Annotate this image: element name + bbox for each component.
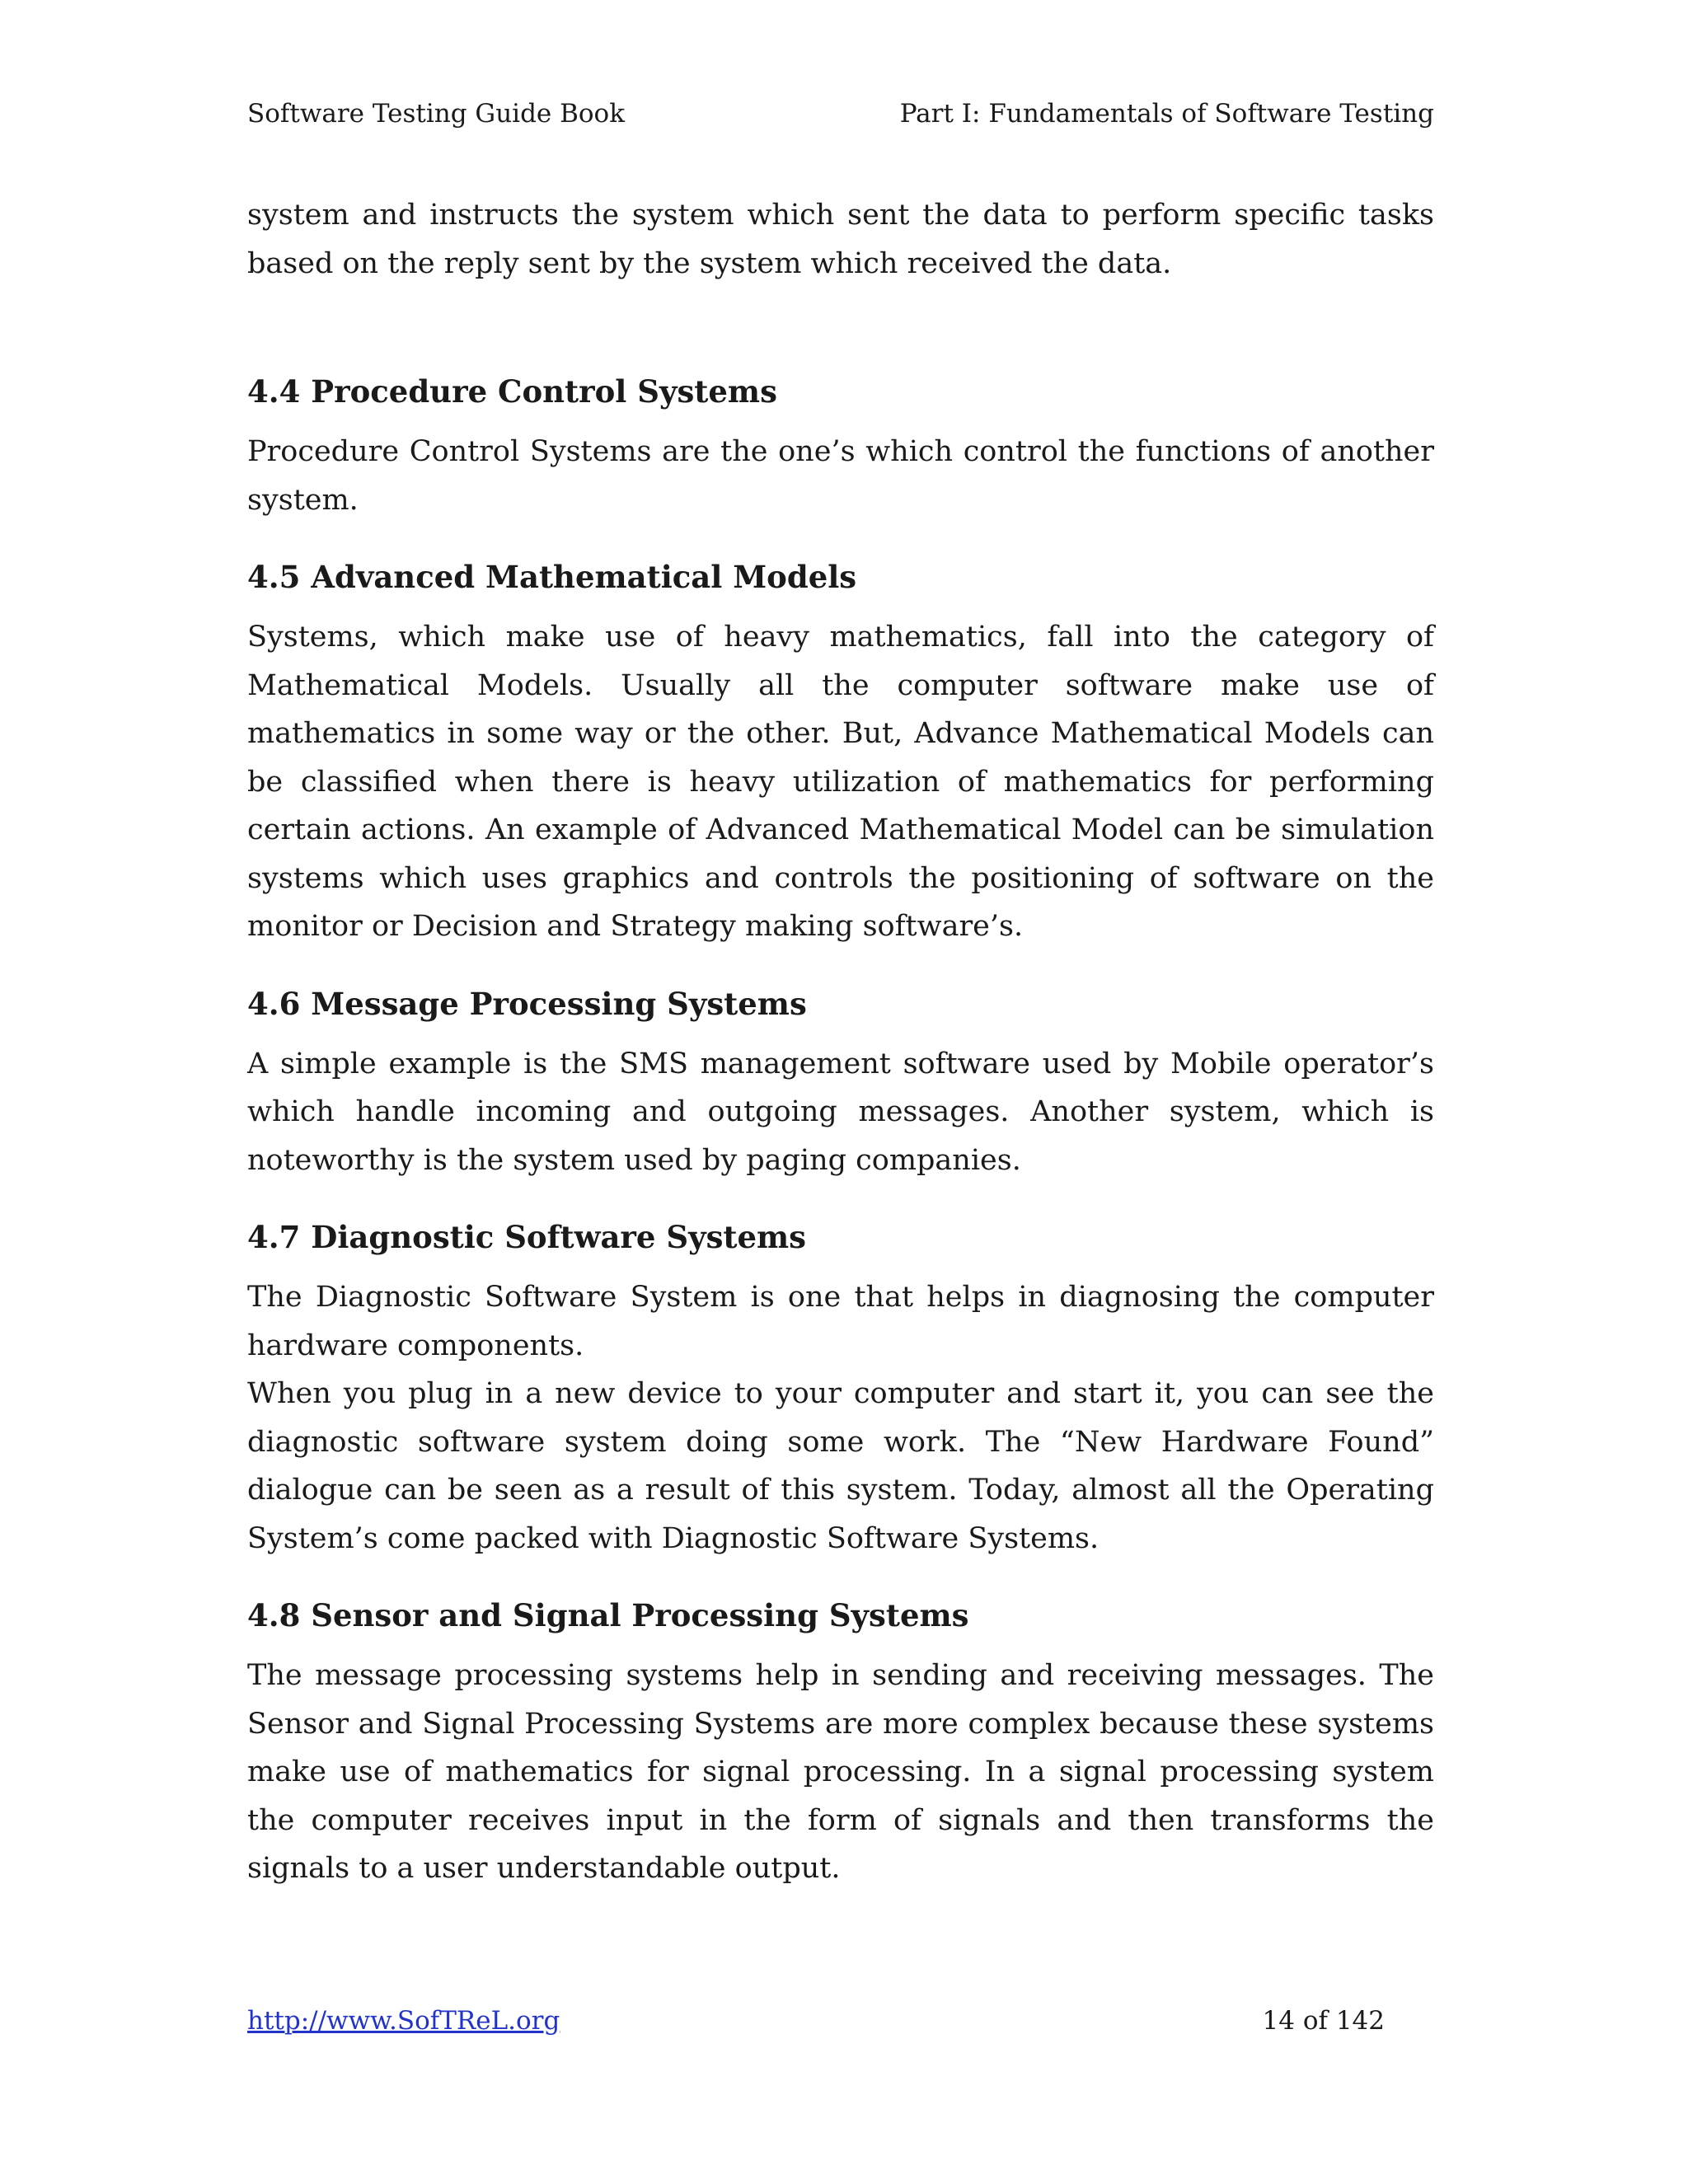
section-4-5-paragraph: Systems, which make use of heavy mathematics, fall into the category of Mathematical Models. Usually all the computer software make use of mathematics in some way or the other. But, Advance Mathematical Models can be classified when there is heavy utilization of mathematics for performing certain actions. An example of Advanced Mathematical Model can be simulation systems which uses graphics and controls the positioning of software on the monitor or Decision and Strategy making software’s. <box>247 621 1434 943</box>
section-4-8-paragraph: The message processing systems help in sending and receiving messages. The Sensor and Signal Processing Systems are more complex because these systems make use of mathematics for signal processing. In a signal processing system the computer receives input in the form of signals and then transforms the signals to a user understandable output. <box>247 1659 1434 1885</box>
header-book-title: Software Testing Guide Book <box>247 99 626 129</box>
intro-paragraph: system and instructs the system which sent the data to perform specific tasks based on the reply sent by the system which received the data. <box>247 199 1434 280</box>
page-content <box>247 191 1434 1893</box>
section-heading-4-6: 4.6 Message Processing Systems <box>247 985 807 1022</box>
section-heading-4-8: 4.8 Sensor and Signal Processing Systems <box>247 1597 969 1633</box>
running-header <box>247 97 1434 130</box>
section-4-7-paragraph-2: When you plug in a new device to your computer and start it, you can see the diagnostic software system doing some work. The “New Hardware Found” dialogue can be seen as a result of this system. Today, almost all the Operating System’s come packed with Diagnostic Software Systems. <box>247 1377 1434 1555</box>
page-footer <box>247 2004 1385 2037</box>
section-heading-4-4: 4.4 Procedure Control Systems <box>247 373 777 410</box>
section-4-7-paragraph-1: The Diagnostic Software System is one that helps in diagnosing the computer hardware components. <box>247 1281 1434 1362</box>
header-part-title: Part I: Fundamentals of Software Testing <box>899 99 1434 129</box>
footer-website-link[interactable]: http://www.SofTReL.org <box>247 2006 560 2036</box>
section-heading-4-7: 4.7 Diagnostic Software Systems <box>247 1219 807 1255</box>
page-number: 14 of 142 <box>1262 2006 1385 2036</box>
section-heading-4-5: 4.5 Advanced Mathematical Models <box>247 559 857 595</box>
section-4-4-paragraph: Procedure Control Systems are the one’s which control the functions of another system. <box>247 435 1434 517</box>
section-4-6-paragraph: A simple example is the SMS management software used by Mobile operator’s which handle incoming and outgoing messages. Another system, which is noteworthy is the system used by paging companies. <box>247 1047 1434 1177</box>
